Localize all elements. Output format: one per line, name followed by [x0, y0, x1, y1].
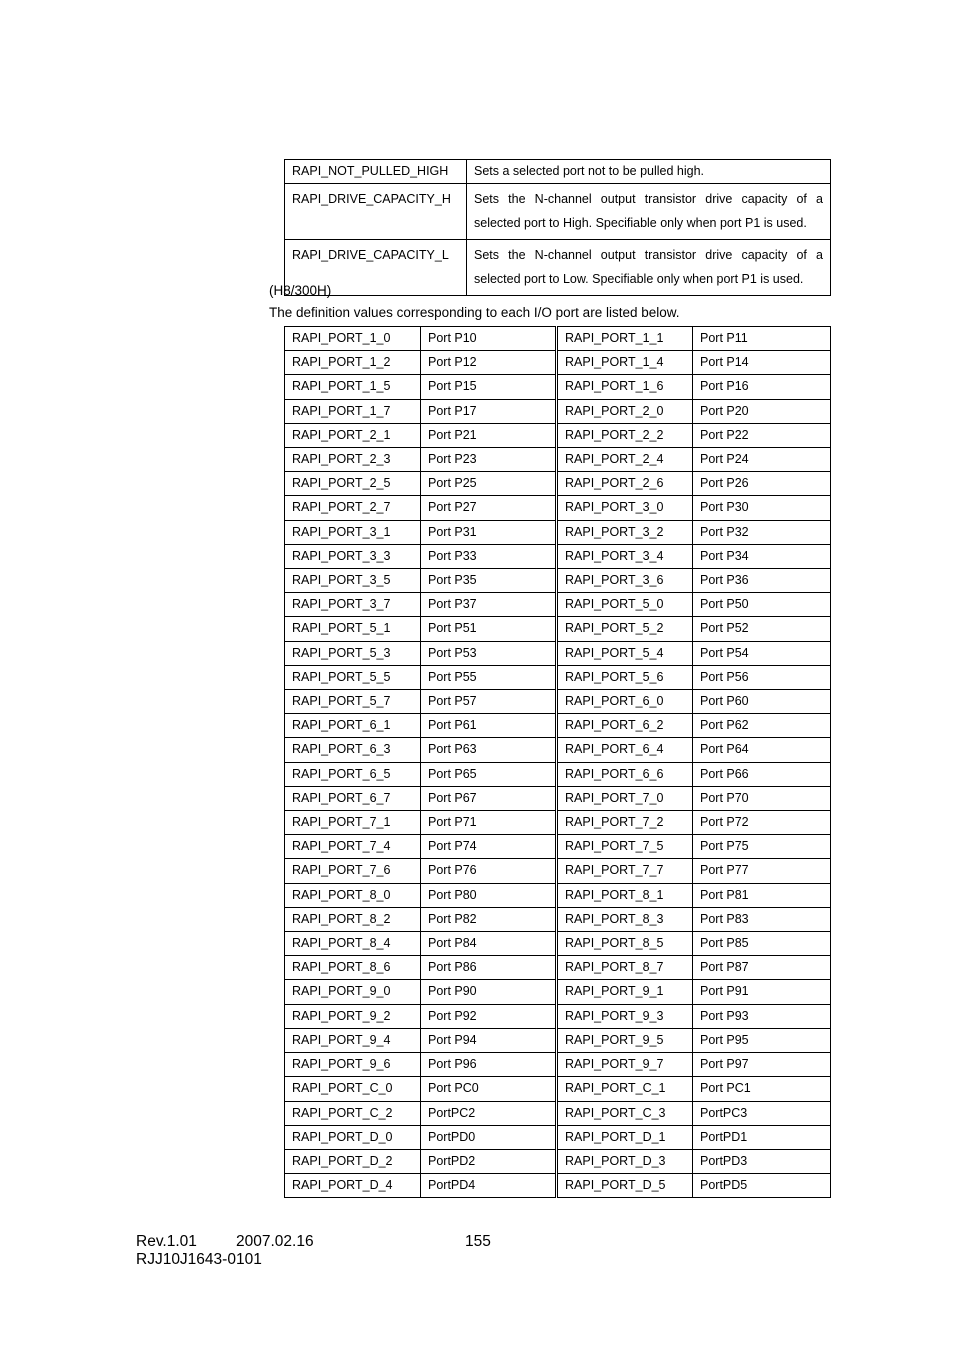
port-name: Port PC1: [693, 1077, 831, 1101]
port-name: Port P35: [421, 569, 557, 593]
port-name: PortPC3: [693, 1101, 831, 1125]
port-name: Port P70: [693, 786, 831, 810]
port-name: Port P32: [693, 520, 831, 544]
table-row: [285, 1077, 831, 1101]
table-row: [285, 811, 831, 835]
footer-revision: Rev.1.01: [136, 1233, 197, 1250]
port-definition-name: RAPI_PORT_7_1: [285, 811, 421, 835]
port-definition-name: RAPI_PORT_D_2: [285, 1149, 421, 1173]
port-name: Port P21: [421, 423, 557, 447]
port-name: Port P91: [693, 980, 831, 1004]
port-name: Port P72: [693, 811, 831, 835]
port-definition-name: RAPI_PORT_2_4: [557, 448, 693, 472]
port-definition-name: RAPI_PORT_2_6: [557, 472, 693, 496]
port-name: Port P51: [421, 617, 557, 641]
port-name: Port P84: [421, 932, 557, 956]
port-name: Port P87: [693, 956, 831, 980]
port-table-body: [285, 327, 831, 1198]
port-definition-name: RAPI_PORT_D_3: [557, 1149, 693, 1173]
port-definition-name: RAPI_PORT_C_0: [285, 1077, 421, 1101]
port-name: Port P75: [693, 835, 831, 859]
port-name: Port P16: [693, 375, 831, 399]
definition-name: RAPI_DRIVE_CAPACITY_H: [285, 184, 467, 240]
port-definition-name: RAPI_PORT_8_7: [557, 956, 693, 980]
port-definition-name: RAPI_PORT_C_2: [285, 1101, 421, 1125]
port-definition-name: RAPI_PORT_6_4: [557, 738, 693, 762]
port-name: PortPC2: [421, 1101, 557, 1125]
port-definition-name: RAPI_PORT_7_6: [285, 859, 421, 883]
table-row: [285, 956, 831, 980]
port-definition-name: RAPI_PORT_9_6: [285, 1053, 421, 1077]
port-name: Port P27: [421, 496, 557, 520]
port-definition-name: RAPI_PORT_5_3: [285, 641, 421, 665]
port-definition-name: RAPI_PORT_2_5: [285, 472, 421, 496]
port-definition-name: RAPI_PORT_D_4: [285, 1174, 421, 1198]
table-row: [285, 327, 831, 351]
table-row: [285, 883, 831, 907]
port-name: Port P66: [693, 762, 831, 786]
port-name: Port P15: [421, 375, 557, 399]
port-definition-name: RAPI_PORT_1_0: [285, 327, 421, 351]
table-row: [285, 1149, 831, 1173]
port-definition-name: RAPI_PORT_C_3: [557, 1101, 693, 1125]
table-row: [285, 448, 831, 472]
port-name: Port P95: [693, 1028, 831, 1052]
port-definition-name: RAPI_PORT_3_2: [557, 520, 693, 544]
table-row: [285, 569, 831, 593]
port-name: Port P81: [693, 883, 831, 907]
port-definition-name: RAPI_PORT_1_5: [285, 375, 421, 399]
table-row: [285, 738, 831, 762]
port-name: Port P20: [693, 399, 831, 423]
port-definition-name: RAPI_PORT_5_4: [557, 641, 693, 665]
port-name: Port P37: [421, 593, 557, 617]
port-definition-name: RAPI_PORT_6_7: [285, 786, 421, 810]
port-definition-name: RAPI_PORT_3_6: [557, 569, 693, 593]
definition-description: Sets the N-channel output transistor drive capacity of a selected port to Low. Specifiable only when port P1 is used.: [467, 240, 831, 296]
definition-description: Sets the N-channel output transistor drive capacity of a selected port to High. Specifiable only when port P1 is used.: [467, 184, 831, 240]
table-row: [285, 496, 831, 520]
port-name: Port P56: [693, 665, 831, 689]
port-definition-name: RAPI_PORT_9_7: [557, 1053, 693, 1077]
definition-name: RAPI_NOT_PULLED_HIGH: [285, 160, 467, 184]
port-definition-name: RAPI_PORT_5_0: [557, 593, 693, 617]
port-name: Port P55: [421, 665, 557, 689]
table-row: [285, 1101, 831, 1125]
port-name: PortPD5: [693, 1174, 831, 1198]
port-name: Port P74: [421, 835, 557, 859]
port-definition-name: RAPI_PORT_9_2: [285, 1004, 421, 1028]
port-definition-name: RAPI_PORT_8_3: [557, 907, 693, 931]
port-name: Port P34: [693, 544, 831, 568]
port-name: Port P96: [421, 1053, 557, 1077]
footer-doc-code: RJJ10J1643-0101: [136, 1251, 262, 1268]
definition-row: [285, 184, 831, 240]
table-row: [285, 520, 831, 544]
intro-text: The definition values corresponding to each I/O port are listed below.: [269, 305, 680, 320]
port-name: Port P83: [693, 907, 831, 931]
table-row: [285, 835, 831, 859]
port-name: Port P53: [421, 641, 557, 665]
port-definition-name: RAPI_PORT_1_2: [285, 351, 421, 375]
port-name: Port P62: [693, 714, 831, 738]
port-definition-name: RAPI_PORT_6_3: [285, 738, 421, 762]
table-row: [285, 907, 831, 931]
port-definition-name: RAPI_PORT_2_1: [285, 423, 421, 447]
port-definition-name: RAPI_PORT_2_7: [285, 496, 421, 520]
port-definition-name: RAPI_PORT_7_5: [557, 835, 693, 859]
port-name: Port P64: [693, 738, 831, 762]
table-row: [285, 472, 831, 496]
table-row: [285, 593, 831, 617]
footer-date: 2007.02.16: [236, 1233, 314, 1250]
page-number: 155: [465, 1233, 491, 1250]
port-name: Port P85: [693, 932, 831, 956]
table-row: [285, 714, 831, 738]
port-definition-name: RAPI_PORT_8_5: [557, 932, 693, 956]
port-definition-table: [284, 326, 831, 1198]
port-name: PortPD2: [421, 1149, 557, 1173]
port-definition-name: RAPI_PORT_5_5: [285, 665, 421, 689]
port-name: Port P17: [421, 399, 557, 423]
table-row: [285, 1004, 831, 1028]
port-definition-name: RAPI_PORT_3_0: [557, 496, 693, 520]
port-definition-name: RAPI_PORT_D_0: [285, 1125, 421, 1149]
definition-row: [285, 240, 831, 296]
port-name: Port P94: [421, 1028, 557, 1052]
port-name: Port P71: [421, 811, 557, 835]
table-row: [285, 544, 831, 568]
port-definition-name: RAPI_PORT_3_5: [285, 569, 421, 593]
definition-description: Sets a selected port not to be pulled high.: [467, 160, 831, 184]
definition-table: [284, 159, 831, 296]
port-definition-name: RAPI_PORT_8_1: [557, 883, 693, 907]
port-name: Port P90: [421, 980, 557, 1004]
port-name: Port P23: [421, 448, 557, 472]
port-name: Port P93: [693, 1004, 831, 1028]
table-row: [285, 617, 831, 641]
table-row: [285, 1028, 831, 1052]
port-name: Port P80: [421, 883, 557, 907]
port-name: PortPD3: [693, 1149, 831, 1173]
port-name: Port P77: [693, 859, 831, 883]
port-definition-name: RAPI_PORT_9_4: [285, 1028, 421, 1052]
port-definition-name: RAPI_PORT_7_0: [557, 786, 693, 810]
port-definition-name: RAPI_PORT_3_4: [557, 544, 693, 568]
port-definition-name: RAPI_PORT_6_0: [557, 690, 693, 714]
definition-name: RAPI_DRIVE_CAPACITY_L: [285, 240, 467, 296]
port-definition-name: RAPI_PORT_1_1: [557, 327, 693, 351]
table-row: [285, 351, 831, 375]
definition-row: [285, 160, 831, 184]
port-definition-name: RAPI_PORT_2_0: [557, 399, 693, 423]
port-definition-name: RAPI_PORT_2_2: [557, 423, 693, 447]
port-name: Port P54: [693, 641, 831, 665]
table-row: [285, 375, 831, 399]
table-row: [285, 859, 831, 883]
port-definition-name: RAPI_PORT_8_4: [285, 932, 421, 956]
table-row: [285, 665, 831, 689]
port-definition-name: RAPI_PORT_6_1: [285, 714, 421, 738]
section-label: (H8/300H): [269, 283, 332, 298]
port-definition-name: RAPI_PORT_1_6: [557, 375, 693, 399]
port-definition-name: RAPI_PORT_8_6: [285, 956, 421, 980]
port-name: Port P92: [421, 1004, 557, 1028]
port-definition-name: RAPI_PORT_3_1: [285, 520, 421, 544]
table-row: [285, 423, 831, 447]
port-definition-name: RAPI_PORT_3_3: [285, 544, 421, 568]
port-name: PortPD1: [693, 1125, 831, 1149]
port-name: Port P14: [693, 351, 831, 375]
port-definition-name: RAPI_PORT_5_2: [557, 617, 693, 641]
table-row: [285, 786, 831, 810]
table-row: [285, 762, 831, 786]
port-name: Port P61: [421, 714, 557, 738]
port-definition-name: RAPI_PORT_9_1: [557, 980, 693, 1004]
port-name: Port P86: [421, 956, 557, 980]
table-row: [285, 690, 831, 714]
table-row: [285, 399, 831, 423]
table-row: [285, 932, 831, 956]
port-name: Port P63: [421, 738, 557, 762]
port-name: Port P50: [693, 593, 831, 617]
port-definition-name: RAPI_PORT_5_7: [285, 690, 421, 714]
port-name: Port P11: [693, 327, 831, 351]
table-row: [285, 1053, 831, 1077]
port-name: Port P22: [693, 423, 831, 447]
port-definition-name: RAPI_PORT_9_3: [557, 1004, 693, 1028]
port-name: Port P76: [421, 859, 557, 883]
port-name: Port P60: [693, 690, 831, 714]
port-definition-name: RAPI_PORT_7_4: [285, 835, 421, 859]
port-name: Port P67: [421, 786, 557, 810]
port-name: Port P10: [421, 327, 557, 351]
port-name: Port P33: [421, 544, 557, 568]
port-name: Port P26: [693, 472, 831, 496]
port-definition-name: RAPI_PORT_7_7: [557, 859, 693, 883]
port-definition-name: RAPI_PORT_6_5: [285, 762, 421, 786]
port-definition-name: RAPI_PORT_1_4: [557, 351, 693, 375]
port-name: Port P82: [421, 907, 557, 931]
port-name: Port P65: [421, 762, 557, 786]
port-name: Port P36: [693, 569, 831, 593]
port-definition-name: RAPI_PORT_1_7: [285, 399, 421, 423]
port-definition-name: RAPI_PORT_8_2: [285, 907, 421, 931]
port-definition-name: RAPI_PORT_5_1: [285, 617, 421, 641]
port-name: PortPD4: [421, 1174, 557, 1198]
port-definition-name: RAPI_PORT_6_6: [557, 762, 693, 786]
port-definition-name: RAPI_PORT_D_5: [557, 1174, 693, 1198]
port-name: PortPD0: [421, 1125, 557, 1149]
port-name: Port P24: [693, 448, 831, 472]
port-name: Port P25: [421, 472, 557, 496]
port-name: Port PC0: [421, 1077, 557, 1101]
table-row: [285, 641, 831, 665]
port-name: Port P52: [693, 617, 831, 641]
port-definition-name: RAPI_PORT_6_2: [557, 714, 693, 738]
port-definition-name: RAPI_PORT_C_1: [557, 1077, 693, 1101]
port-name: Port P30: [693, 496, 831, 520]
port-definition-name: RAPI_PORT_D_1: [557, 1125, 693, 1149]
port-definition-name: RAPI_PORT_9_5: [557, 1028, 693, 1052]
port-definition-name: RAPI_PORT_3_7: [285, 593, 421, 617]
port-definition-name: RAPI_PORT_5_6: [557, 665, 693, 689]
table-row: [285, 1174, 831, 1198]
port-name: Port P12: [421, 351, 557, 375]
port-name: Port P31: [421, 520, 557, 544]
port-definition-name: RAPI_PORT_7_2: [557, 811, 693, 835]
port-name: Port P97: [693, 1053, 831, 1077]
port-name: Port P57: [421, 690, 557, 714]
port-definition-name: RAPI_PORT_2_3: [285, 448, 421, 472]
table-row: [285, 980, 831, 1004]
port-definition-name: RAPI_PORT_9_0: [285, 980, 421, 1004]
port-definition-name: RAPI_PORT_8_0: [285, 883, 421, 907]
table-row: [285, 1125, 831, 1149]
